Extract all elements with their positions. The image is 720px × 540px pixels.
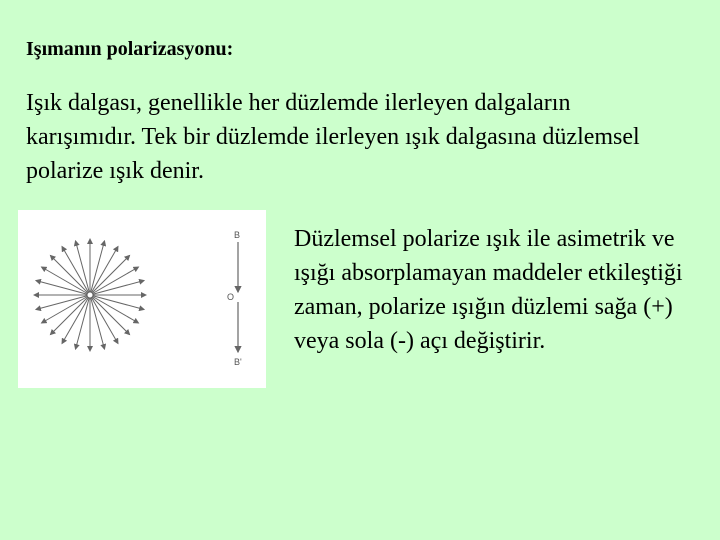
ray-arrow	[76, 295, 91, 349]
label-b: B	[234, 230, 241, 240]
intro-paragraph: Işık dalgası, genellikle her düzlemde ilerleyen dalgaların karışımıdır. Tek bir düzlemde ilerleyen ışık dalgasına düzlemsel polarize ışık denir.	[26, 90, 640, 184]
center-circle	[87, 292, 93, 298]
label-o: O	[227, 292, 235, 302]
ray-arrow	[36, 295, 90, 310]
ray-arrow	[90, 281, 144, 296]
ray-arrow	[90, 241, 105, 295]
ray-arrow	[90, 295, 105, 349]
slide-title: Işımanın polarizasyonu:	[26, 38, 234, 60]
description-paragraph: Düzlemsel polarize ışık ile asimetrik ve ışığı absorplamayan maddeler etkileştiği zaman, polarize ışığın düzlemi sağa (+) veya sola (-) açı değiştirir.	[294, 226, 683, 354]
polarization-figure	[18, 210, 266, 388]
ray-arrow	[90, 295, 144, 310]
label-b-prime: B'	[234, 357, 242, 367]
ray-arrow	[76, 241, 91, 295]
ray-arrow	[36, 281, 90, 296]
